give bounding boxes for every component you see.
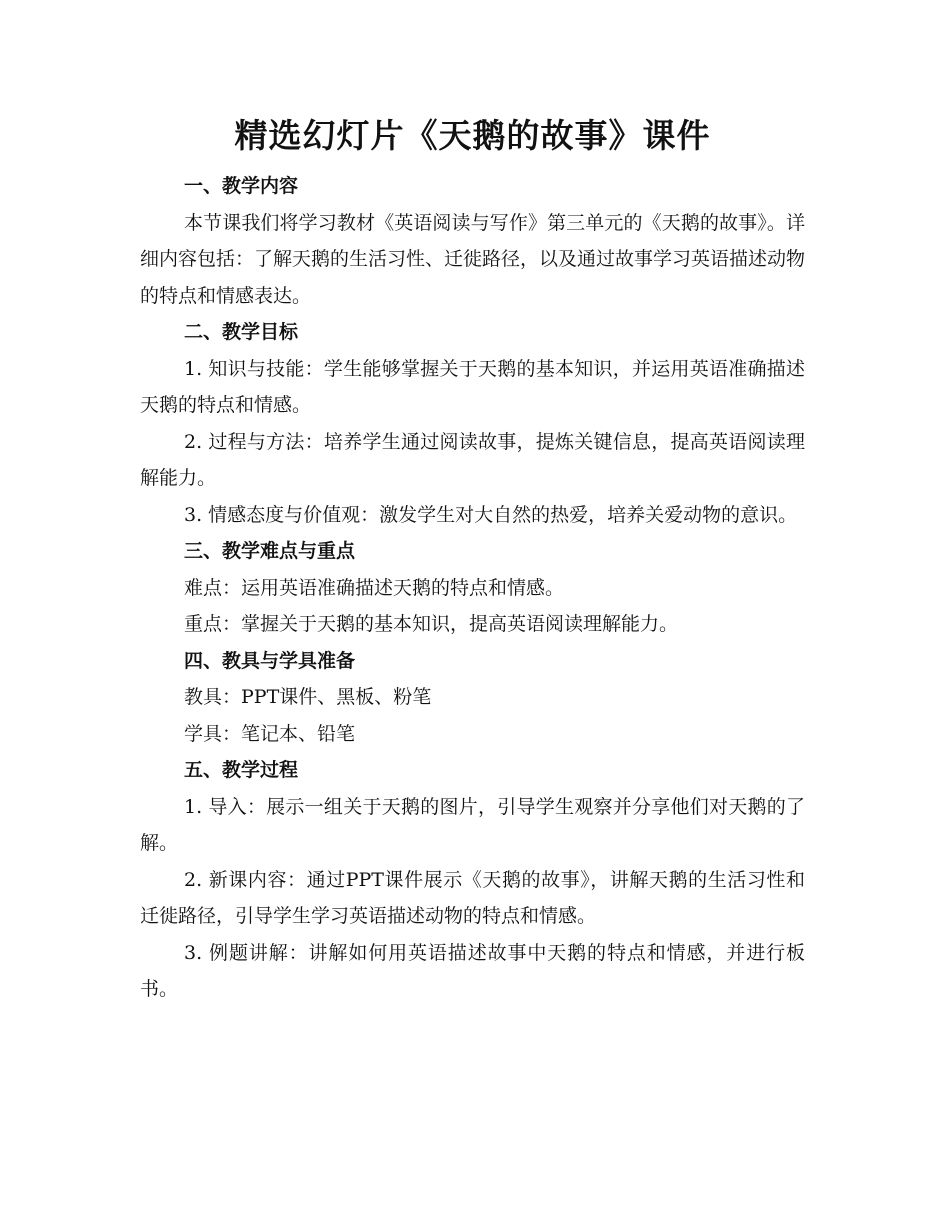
section-heading: 三、教学难点与重点	[184, 540, 356, 562]
paragraph: 学具：笔记本、铅笔	[184, 722, 356, 745]
section-teaching-goals	[140, 314, 805, 533]
paragraph: 本节课我们将学习教材《英语阅读与写作》第三单元的《天鹅的故事》。详细内容包括：了解天鹅的生活习性、迁徙路径，以及通过故事学习英语描述动物的特点和情感表达。	[140, 211, 806, 307]
paragraph: 3. 例题讲解：讲解如何用英语描述故事中天鹅的特点和情感，并进行板书。	[140, 941, 805, 1000]
paragraph: 难点：运用英语准确描述天鹅的特点和情感。	[184, 576, 565, 599]
paragraph: 3. 情感态度与价值观：激发学生对大自然的热爱，培养关爱动物的意识。	[184, 503, 798, 526]
section-heading: 二、教学目标	[184, 321, 299, 343]
section-heading: 一、教学内容	[184, 175, 299, 197]
paragraph: 1. 导入：展示一组关于天鹅的图片，引导学生观察并分享他们对天鹅的了解。	[140, 795, 805, 854]
document-page	[140, 108, 805, 1008]
section-difficulties-key-points	[140, 533, 805, 643]
section-teaching-aids	[140, 643, 805, 753]
section-teaching-process	[140, 752, 805, 1008]
paragraph: 2. 过程与方法：培养学生通过阅读故事，提炼关键信息，提高英语阅读理解能力。	[140, 430, 805, 489]
document-title: 精选幻灯片《天鹅的故事》课件	[234, 116, 711, 155]
section-heading: 五、教学过程	[184, 759, 299, 781]
paragraph: 2. 新课内容：通过PPT课件展示《天鹅的故事》，讲解天鹅的生活习性和迁徙路径，引导学生学习英语描述动物的特点和情感。	[140, 868, 805, 927]
section-heading: 四、教具与学具准备	[184, 649, 356, 672]
section-teaching-content	[140, 168, 805, 314]
paragraph: 教具：PPT课件、黑板、粉笔	[184, 686, 432, 708]
paragraph: 1. 知识与技能：学生能够掌握关于天鹅的基本知识，并运用英语准确描述天鹅的特点和情感。	[140, 357, 805, 416]
paragraph: 重点：掌握关于天鹅的基本知识，提高英语阅读理解能力。	[184, 613, 679, 635]
